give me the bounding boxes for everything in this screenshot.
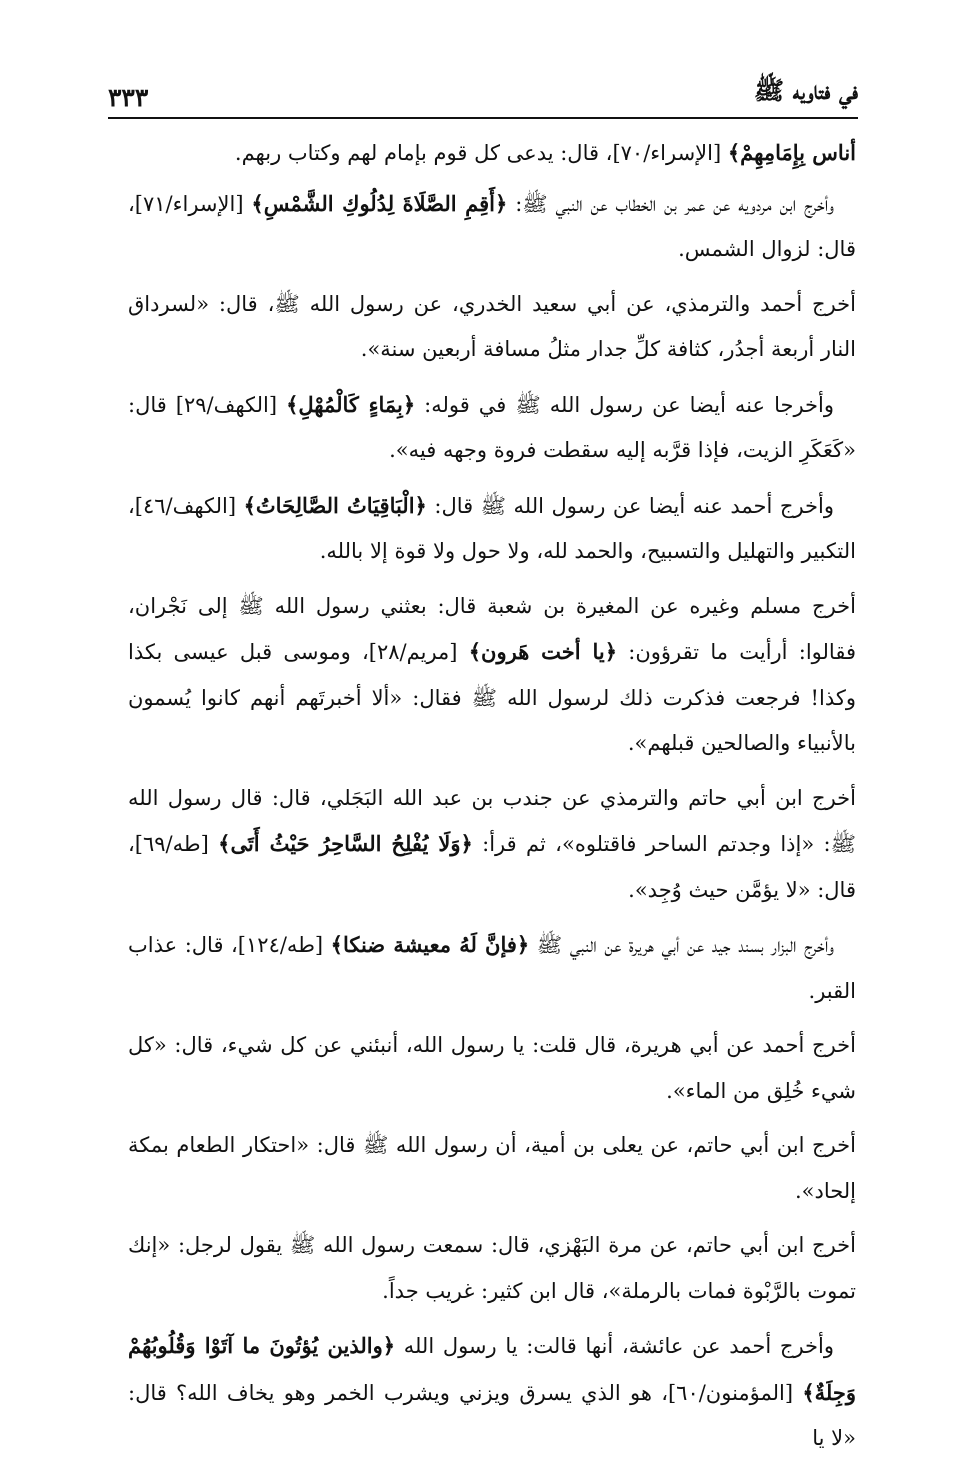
header-rule — [108, 117, 858, 119]
quran-verse: أناس بِإِمَامِهِمْ﴾ — [727, 140, 856, 165]
paragraph-text: وأخرج أحمد عن عائشة، أنها قالت: يا رسول الله — [395, 1334, 834, 1358]
paragraph-text: أخرج ابن أبي حاتم، عن يعلى بن أمية، أن رسول الله ﷺ قال: «احتكار الطعام بمكة إلحاد». — [128, 1133, 856, 1203]
paragraph — [128, 776, 856, 914]
paragraph-text: [الكهف/٤٦]، التكبير والتهليل والتسبيح، والحمد لله، ولا حول ولا قوة إلا بالله. — [128, 493, 856, 563]
paragraph-text: [طه/١٢٤]، قال: عذاب القبر. — [128, 933, 856, 1003]
running-title: في فتاويه ﷺ — [753, 76, 858, 105]
paragraph — [128, 922, 856, 1014]
paragraph-text: [المؤمنون/٦٠]، هو الذي يسرق ويزني ويشرب الخمر وهو يخاف الله؟ قال: «لا يا — [128, 1380, 856, 1450]
quran-verse: ﴿يا أخت هَرون﴾ — [468, 639, 618, 664]
paragraph-text: [طه/٦٩]، قال: «لا يؤمَّن حيث وُجِد». — [128, 832, 856, 902]
quran-verse: ﴿وَلَا يُفْلِحُ السَّاحِرُ حَيْثُ أَتَى﴾ — [218, 831, 473, 856]
page-number: ٣٣٣ — [108, 83, 149, 112]
quran-verse: ﴿والذين يُؤتُونَ ما آتَوْا وَقُلُوبُهُمْ وَجِلَةٌ﴾ — [128, 1333, 856, 1405]
paragraph-text: [الكهف/٢٩] قال: «كَعَكَرِ الزيت، فإذا قرَّبه إليه سقطت فروة وجهه فيه». — [128, 392, 856, 462]
paragraph-text: أخرج مسلم وغيره عن المغيرة بن شعبة قال: بعثني رسول الله ﷺ إلى نَجْران، فقالوا: أرأيت ما تقرؤون: — [128, 593, 856, 664]
paragraph — [128, 1323, 856, 1462]
paragraph — [128, 584, 856, 767]
paragraph-text: وأخرج أحمد عنه أيضا عن رسول الله ﷺ قال: — [426, 493, 834, 518]
paragraph-text: أخرج ابن أبي حاتم، عن مرة البَهْزي، قال: سمعت رسول الله ﷺ يقول لرجل: «إنك تموت بالرَّبْوة فمات بالرملة»، قال ابن كثير: غريب جداً. — [128, 1233, 856, 1303]
paragraph-text: وأخرج ابن مردويه عن عمر بن الخطاب عن النبي ﷺ: — [507, 191, 834, 216]
paragraph — [128, 1023, 856, 1114]
paragraph — [128, 483, 856, 575]
quran-verse: ﴿الْبَاقِيَاتُ الصَّالِحَاتُ﴾ — [243, 492, 427, 518]
page-header — [108, 78, 858, 112]
paragraph-text: وأخرج البزار بسند جيد عن أبي هريرة عن النبي ﷺ — [529, 933, 835, 957]
paragraph-text: [الإسراء/٧٠]، قال: يدعى كل قوم بإمام لهم وكتاب ربهم. — [234, 141, 728, 165]
paragraph-text: [مريم/٢٨]، وموسى قبل عيسى بكذا وكذا! فرجعت فذكرت ذلك لرسول الله ﷺ فقال: «ألا أخبرتَهم أنهم كانوا يُسمون بالأنبياء والصالحين قبلهم». — [128, 640, 856, 755]
paragraph — [128, 130, 856, 177]
quran-verse: ﴿بِمَاءٍ كَالْمُهْلِ﴾ — [286, 391, 416, 417]
paragraph-text: وأخرجا عنه أيضا عن رسول الله ﷺ في قوله: — [415, 392, 834, 417]
paragraph — [128, 1123, 856, 1214]
paragraph — [128, 282, 856, 373]
paragraph-text: [الإسراء/٧١]، قال: لزوال الشمس. — [128, 191, 856, 261]
quran-verse: ﴿فإنَّ لَهُ معيشة ضنكا﴾ — [330, 932, 530, 957]
paragraph-text: أخرج أحمد والترمذي، عن أبي سعيد الخدري، عن رسول الله ﷺ، قال: «لسرداق النار أربعة أجدُر، كثافة كلِّ جدار مثلُ مسافة أربعين سنة». — [128, 291, 856, 361]
paragraph — [128, 181, 856, 273]
paragraph — [128, 382, 856, 474]
quran-verse: ﴿أَقِمِ الصَّلَاةَ لِدُلُوكِ الشَّمْسِ﴾ — [251, 190, 508, 216]
paragraph-text: أخرج أحمد عن أبي هريرة، قال قلت: يا رسول الله، أنبئني عن كل شيء، قال: «كل شيء خُلِق من الماء». — [128, 1033, 856, 1103]
page-body — [128, 130, 856, 1471]
paragraph — [128, 1223, 856, 1314]
paragraph-text: أخرج ابن أبي حاتم والترمذي عن جندب بن عبد الله البَجَلي، قال: قال رسول الله ﷺ: «إذا وجدتم الساحر فاقتلوه»، ثم قرأ: — [128, 785, 856, 856]
